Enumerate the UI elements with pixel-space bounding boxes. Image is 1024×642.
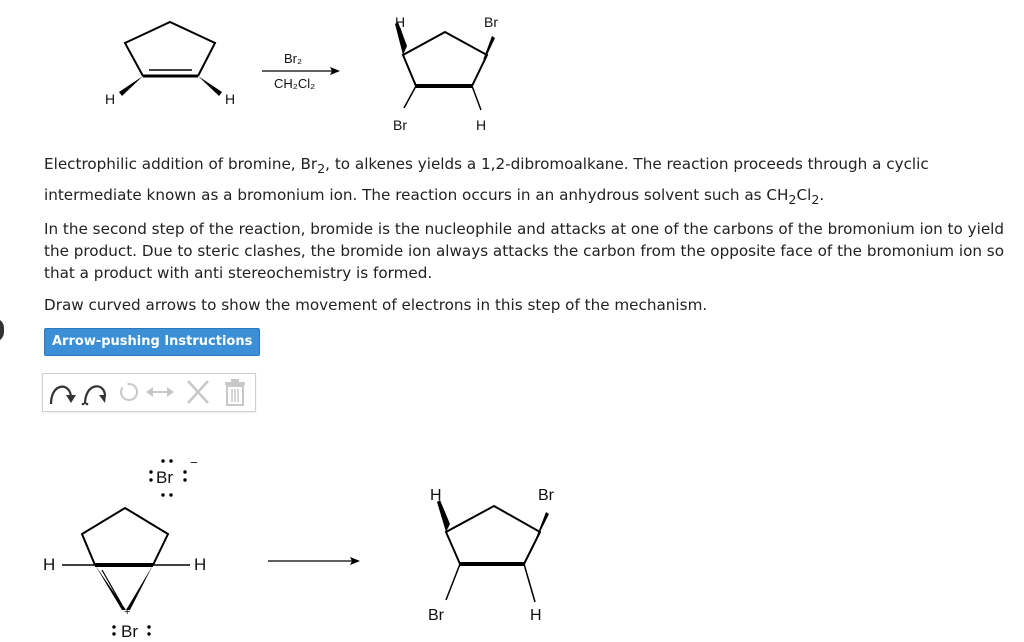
bromide-charge: −	[190, 455, 198, 470]
single-electron-arrow-icon[interactable]	[79, 376, 115, 408]
reactant-cyclopentene	[119, 22, 222, 96]
reactant-h-right: H	[225, 91, 236, 107]
bromide-symbol[interactable]: Br	[156, 468, 173, 487]
product-dibromocyclopentane	[395, 22, 495, 110]
paragraph-intro: Electrophilic addition of bromine, $Br_2$, to alkenes yields a 1,2-dibromoalkane. The reaction proceeds through a cyclic intermediate known as a bromonium ion. The reaction occurs in an anhydrous solvent such as $CH_2Cl_2$.	[44, 155, 929, 208]
product-br-top: Br	[484, 14, 498, 30]
bottom-product-h-bottom: H	[530, 607, 542, 624]
product-h-top: H	[395, 14, 406, 30]
bottom-product-br-top: Br	[538, 487, 554, 504]
bottom-product-h-top: H	[430, 487, 442, 504]
resonance-arrow-icon[interactable]	[143, 376, 177, 408]
left-edge-handle	[0, 318, 4, 342]
top-reaction-arrow	[262, 67, 340, 75]
radical-tool-icon[interactable]	[115, 376, 145, 408]
paragraph-task: Draw curved arrows to show the movement of electrons in this step of the mechanism.	[44, 296, 708, 314]
bottom-reaction-arrow	[268, 557, 360, 565]
bottom-mechanism-canvas[interactable]	[0, 440, 1024, 638]
bromonium-h-left: H	[43, 555, 56, 574]
bromonium-charge: +	[124, 606, 131, 618]
paragraph-second-step: In the second step of the reaction, bromide is the nucleophile and attacks at one of the carbons of the bromonium ion to yield the product. Due to steric clashes, the bromide ion always attacks the carbon from the opposite face of the bromonium ion so that a product with anti stereochemistry is formed.	[44, 220, 1005, 282]
drawing-toolbar	[42, 373, 256, 412]
reagent-solvent: CH₂Cl₂	[274, 76, 316, 91]
reactant-h-left: H	[105, 91, 116, 107]
product-h-bottom: H	[476, 117, 487, 133]
reagent-bromine: Br₂	[284, 51, 303, 66]
product-br-bottom: Br	[393, 117, 407, 133]
top-reaction-scheme	[0, 0, 1024, 140]
bottom-product-dibromide	[437, 500, 549, 602]
bromonium-ion	[62, 508, 190, 610]
electron-pair-arrow-icon[interactable]	[45, 376, 79, 408]
bottom-product-br-bottom: Br	[428, 607, 444, 624]
arrow-pushing-instructions-button[interactable]: Arrow-pushing Instructions	[44, 328, 260, 356]
bromonium-br[interactable]: Br	[121, 622, 138, 641]
trash-icon[interactable]	[219, 376, 251, 408]
bromonium-h-right: H	[194, 555, 207, 574]
delete-x-icon[interactable]	[181, 376, 215, 408]
